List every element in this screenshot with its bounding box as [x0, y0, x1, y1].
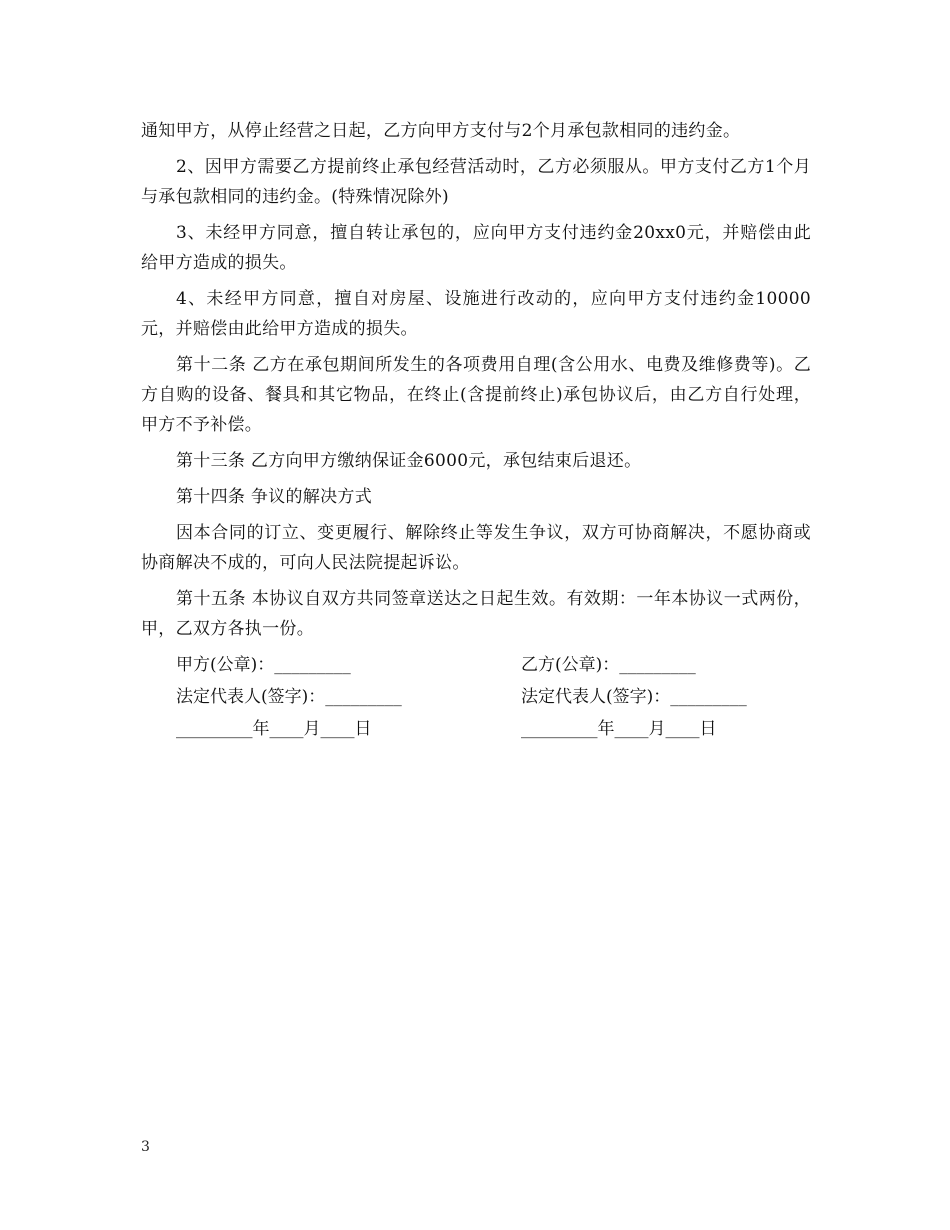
paragraph: 3、未经甲方同意，擅自转让承包的，应向甲方支付违约金20xx0元，并赔偿由此给甲方造成的损失。	[141, 223, 811, 273]
party-b-representative-line: 法定代表人(签字)：_________	[521, 687, 747, 707]
party-b-seal-line: 乙方(公章)：_________	[521, 655, 696, 675]
party-a-representative-line: 法定代表人(签字)：_________	[176, 687, 402, 707]
signature-block	[141, 652, 811, 742]
paragraph: 第十四条 争议的解决方式	[176, 487, 373, 507]
party-a-date-line: _________年____月____日	[176, 719, 372, 739]
paragraph: 2、因甲方需要乙方提前终止承包经营活动时，乙方必须服从。甲方支付乙方1个月与承包款相同的违约金。(特殊情况除外)	[141, 157, 811, 207]
document-body	[141, 116, 811, 742]
page-number: 3	[141, 1139, 150, 1155]
paragraph: 第十五条 本协议自双方共同签章送达之日起生效。有效期：一年本协议一式两份，甲，乙双方各执一份。	[141, 589, 811, 639]
party-a-seal-line: 甲方(公章)：_________	[176, 655, 351, 675]
paragraph: 因本合同的订立、变更履行、解除终止等发生争议，双方可协商解决，不愿协商或协商解决不成的，可向人民法院提起诉讼。	[141, 523, 811, 573]
paragraph: 通知甲方，从停止经营之日起，乙方向甲方支付与2个月承包款相同的违约金。	[141, 121, 741, 141]
paragraph: 第十三条 乙方向甲方缴纳保证金6000元，承包结束后退还。	[176, 451, 642, 471]
paragraph: 4、未经甲方同意，擅自对房屋、设施进行改动的，应向甲方支付违约金10000元，并赔偿由此给甲方造成的损失。	[141, 289, 811, 339]
party-b-date-line: _________年____月____日	[521, 719, 717, 739]
paragraph: 第十二条 乙方在承包期间所发生的各项费用自理(含公用水、电费及维修费等)。乙方自购的设备、餐具和其它物品，在终止(含提前终止)承包协议后，由乙方自行处理，甲方不予补偿。	[141, 355, 811, 435]
